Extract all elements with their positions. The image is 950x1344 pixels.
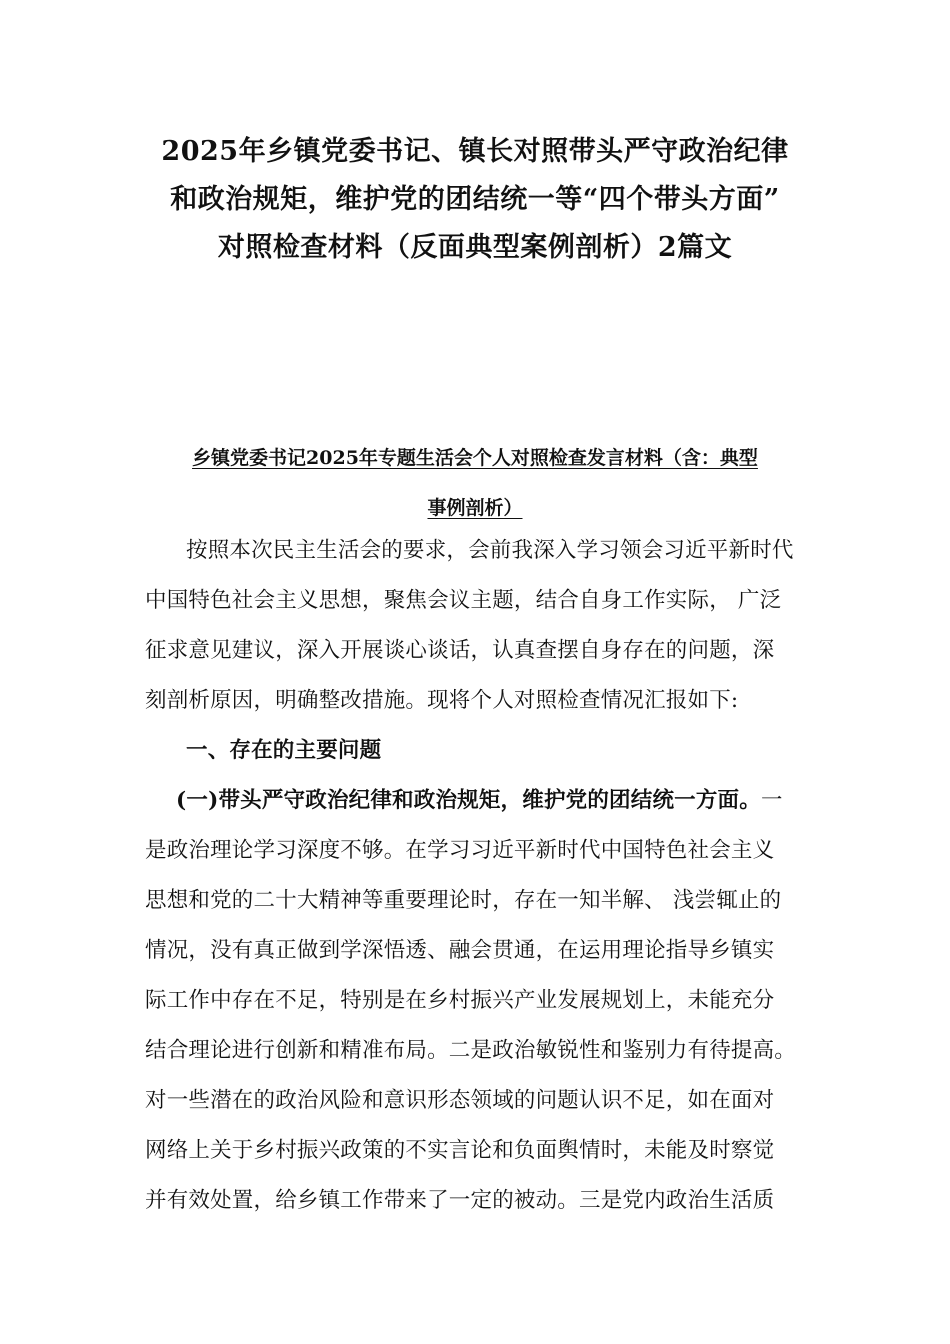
- document-title: [100, 128, 850, 272]
- paragraph-line: 是政治理论学习深度不够。在学习习近平新时代中国特色社会主义: [145, 838, 775, 863]
- paragraph-line: 网络上关于乡村振兴政策的不实言论和负面舆情时，未能及时察觉: [145, 1138, 775, 1163]
- section-heading: 一、存在的主要问题: [186, 738, 382, 763]
- paragraph-line: 征求意见建议，深入开展谈心谈话，认真查摆自身存在的问题，深: [145, 638, 775, 663]
- paragraph-line: 结合理论进行创新和精准布局。二是政治敏锐性和鉴别力有待提高。: [145, 1038, 797, 1063]
- subsection-heading: (一)带头严守政治纪律和政治规矩，维护党的团结统一方面。: [176, 788, 761, 813]
- title-line: 和政治规矩，维护党的团结统一等“四个带头方面”: [170, 184, 780, 215]
- article-subtitle: [140, 433, 810, 533]
- paragraph-line: 际工作中存在不足，特别是在乡村振兴产业发展规划上，未能充分: [145, 988, 775, 1013]
- subsection-heading-tail: 一: [760, 788, 783, 813]
- paragraph-line: 情况，没有真正做到学深悟透、融会贯通，在运用理论指导乡镇实: [145, 938, 775, 963]
- title-line: 2025年乡镇党委书记、镇长对照带头严守政治纪律: [161, 136, 789, 167]
- paragraph-line: 刻剖析原因，明确整改措施。现将个人对照检查情况汇报如下:: [145, 688, 739, 713]
- paragraph-line: 对一些潜在的政治风险和意识形态领域的问题认识不足，如在面对: [145, 1088, 775, 1113]
- paragraph-line: 并有效处置，给乡镇工作带来了一定的被动。三是党内政治生活质: [145, 1188, 775, 1213]
- paragraph-line: 按照本次民主生活会的要求，会前我深入学习领会习近平新时代: [186, 538, 794, 563]
- paragraph-line: 中国特色社会主义思想，聚焦会议主题，结合自身工作实际， 广泛: [145, 588, 782, 613]
- subtitle-line: 事例剖析）: [427, 497, 523, 519]
- paragraph-line: 思想和党的二十大精神等重要理论时，存在一知半解、 浅尝辄止的: [145, 888, 782, 913]
- title-line: 对照检查材料（反面典型案例剖析）2篇文: [217, 232, 733, 263]
- subtitle-line: 乡镇党委书记2025年专题生活会个人对照检查发言材料（含：典型: [192, 447, 758, 469]
- subsection-line: [176, 787, 856, 815]
